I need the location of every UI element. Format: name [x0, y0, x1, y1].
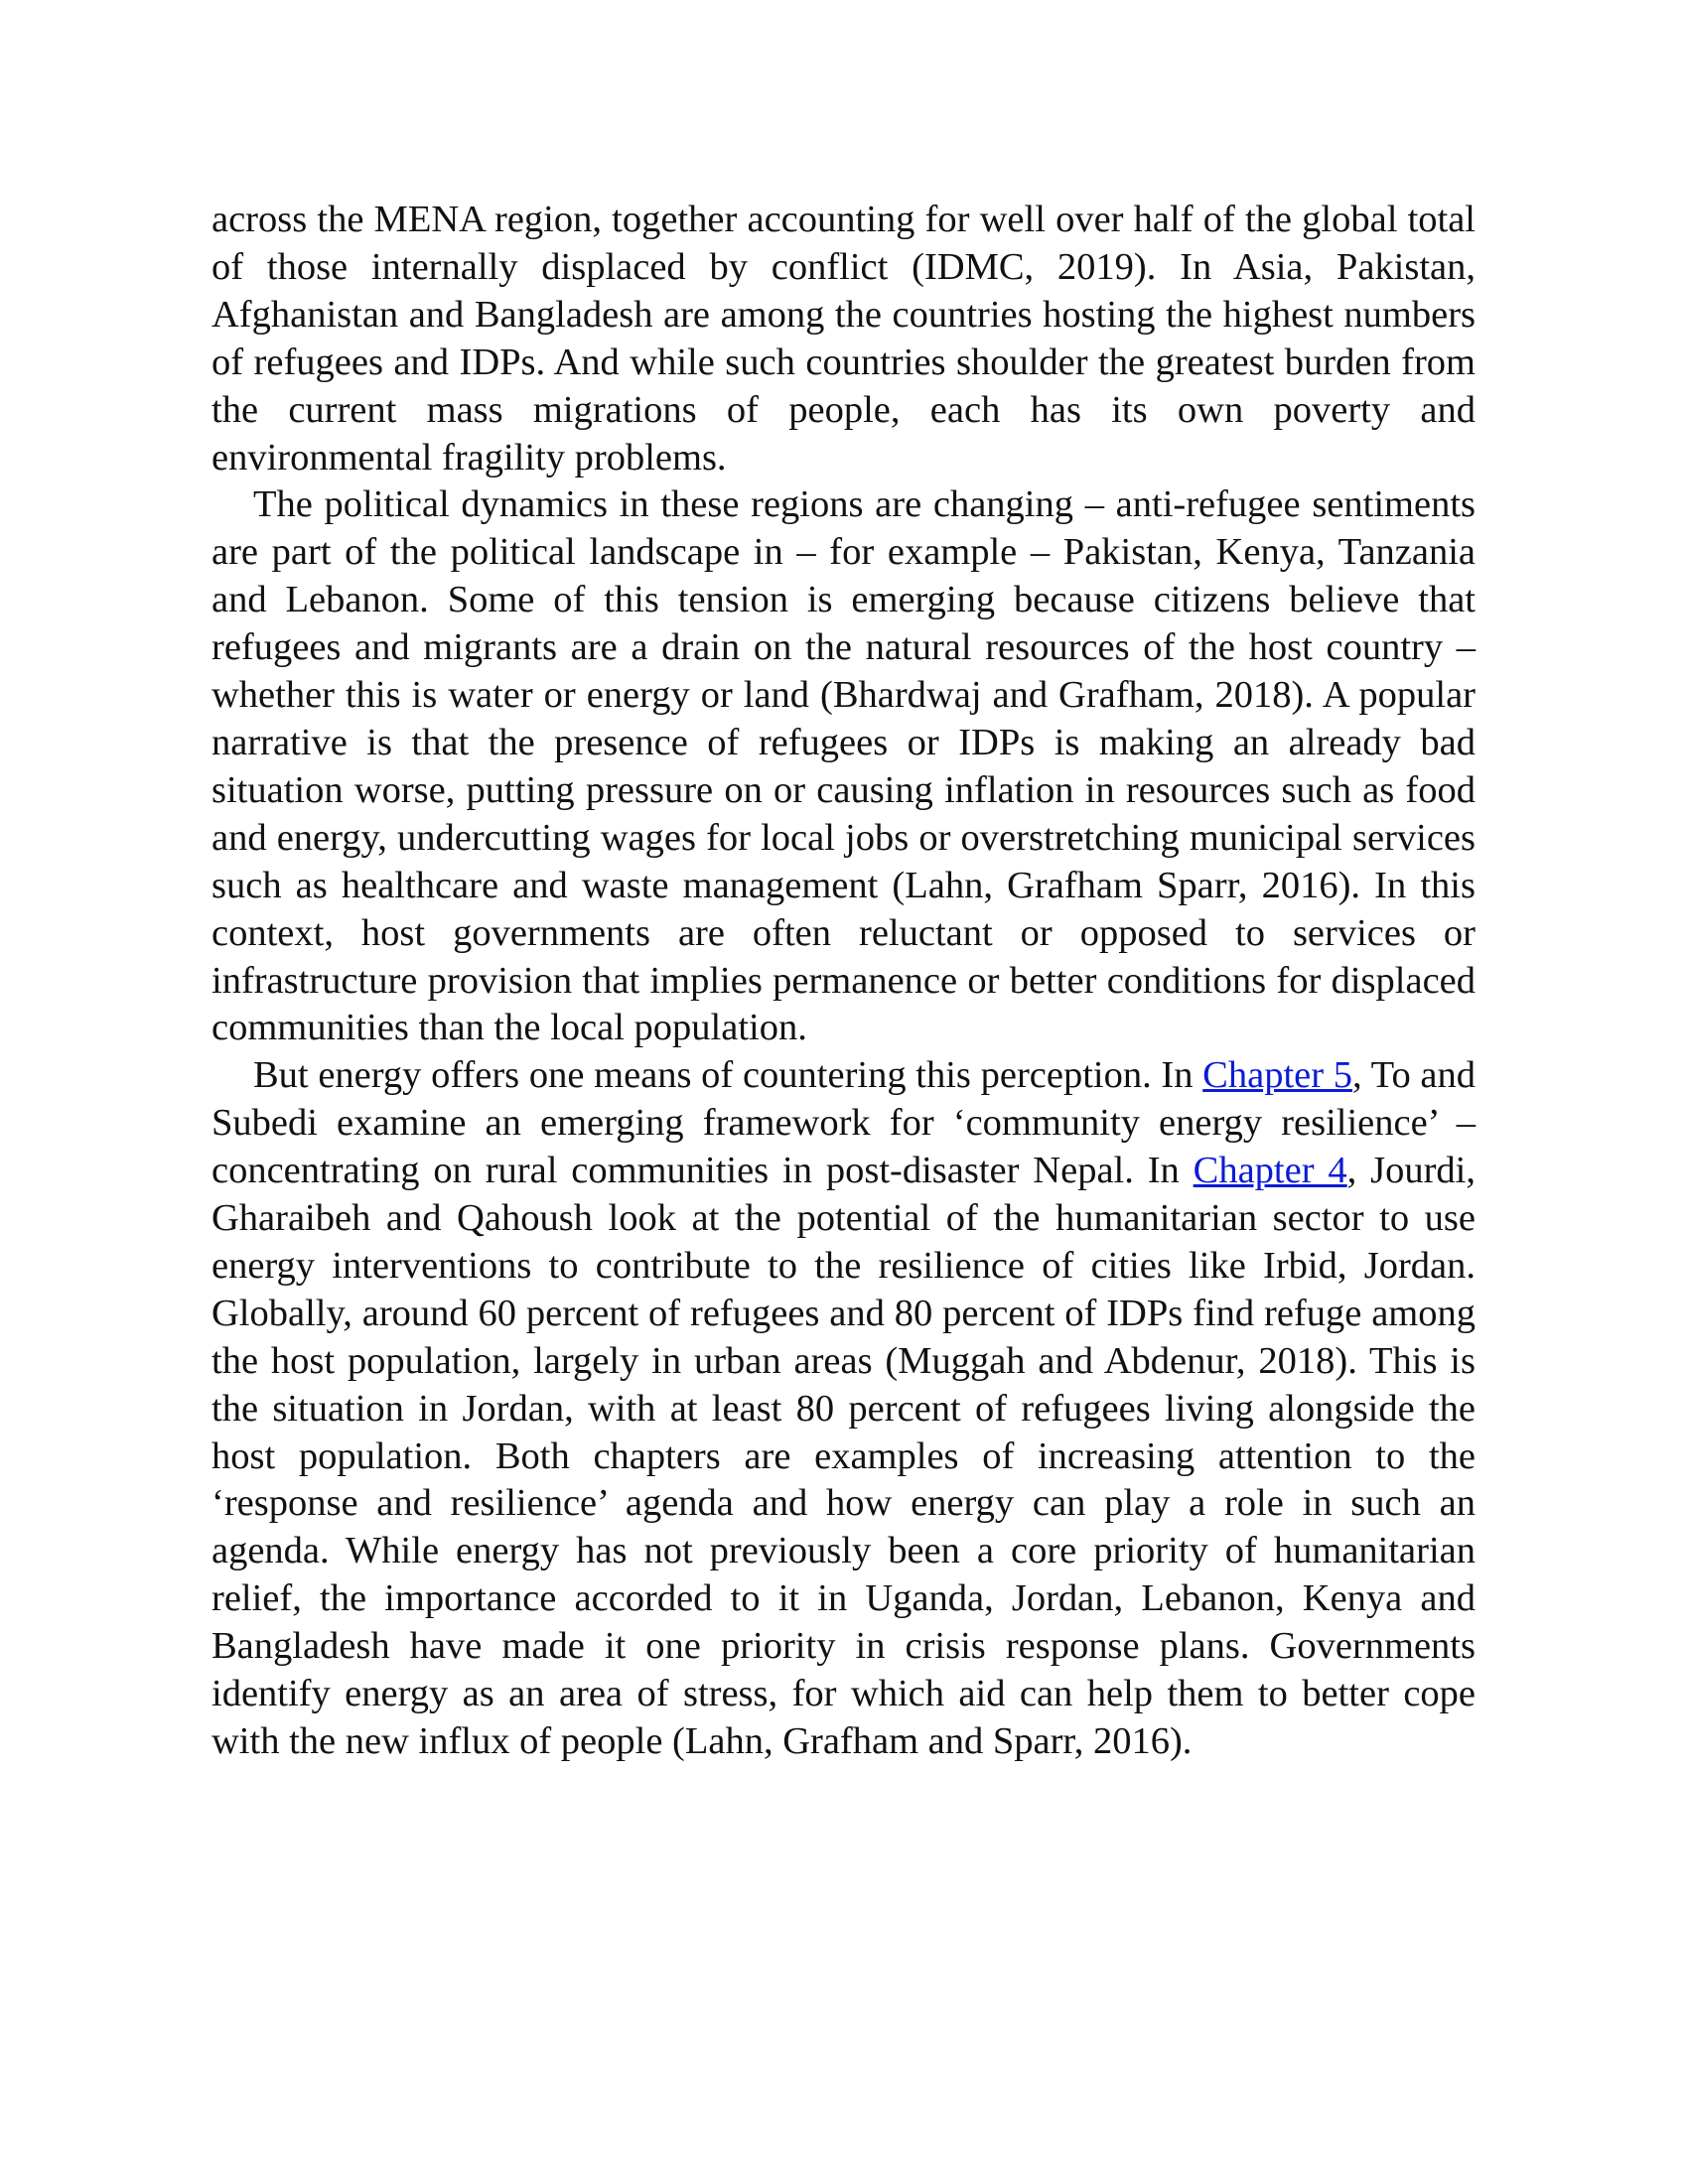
paragraph-text-segment: , To and Subedi examine an emerging framework for ‘community energy resilience’ – concentrating on rural communities in post-disaster Nepal. In	[211, 1054, 1476, 1192]
document-page	[211, 197, 1476, 1766]
chapter-4-link[interactable]: Chapter 4	[1193, 1150, 1347, 1192]
paragraph-political-dynamics: The political dynamics in these regions are changing – anti-refugee sentiments are part of the political landscape in – for example – Pakistan, Kenya, Tanzania and Lebanon. Some of this tension is emerging because citizens believe that refugees and migrants are a drain on the natural resources of the host country – whether this is water or energy or land (Bhardwaj and Grafham, 2018). A popular narrative is that the presence of refugees or IDPs is making an already bad situation worse, putting pressure on or causing inflation in resources such as food and energy, undercutting wages for local jobs or overstretching municipal services such as healthcare and waste management (Lahn, Grafham Sparr, 2016). In this context, host governments are often reluctant or opposed to services or infrastructure provision that implies permanence or better conditions for displaced communities than the local population.	[211, 483, 1476, 1049]
paragraph-text-segment: But energy offers one means of countering this perception. In	[253, 1054, 1203, 1097]
paragraph-text-segment: , Jourdi, Gharaibeh and Qahoush look at the potential of the humanitarian sector to use energy interventions to contribute to the resilience of cities like Irbid, Jordan. Globally, around 60 percent of refugees and 80 percent of IDPs find refuge among the host population, largely in urban areas (Muggah and Abdenur, 2018). This is the situation in Jordan, with at least 80 percent of refugees living alongside the host population. Both chapters are examples of increasing attention to the ‘response and resilience’ agenda and how energy can play a role in such an agenda. While energy has not previously been a core priority of humanitarian relief, the importance accorded to it in Uganda, Jordan, Lebanon, Kenya and Bangladesh have made it one priority in crisis response plans. Governments identify energy as an area of stress, for which aid can help them to better cope with the new influx of people (Lahn, Grafham and Sparr, 2016).	[211, 1150, 1477, 1762]
paragraph-mena-displacement: across the MENA region, together accounting for well over half of the global total of those internally displaced by conflict (IDMC, 2019). In Asia, Pakistan, Afghanistan and Bangladesh are among the countries hosting the highest numbers of refugees and IDPs. And while such countries shoulder the greatest burden from the current mass migrations of people, each has its own poverty and environmental fragility problems.	[211, 199, 1476, 478]
paragraph-energy-resilience	[211, 1052, 1476, 1766]
chapter-5-link[interactable]: Chapter 5	[1202, 1054, 1352, 1097]
